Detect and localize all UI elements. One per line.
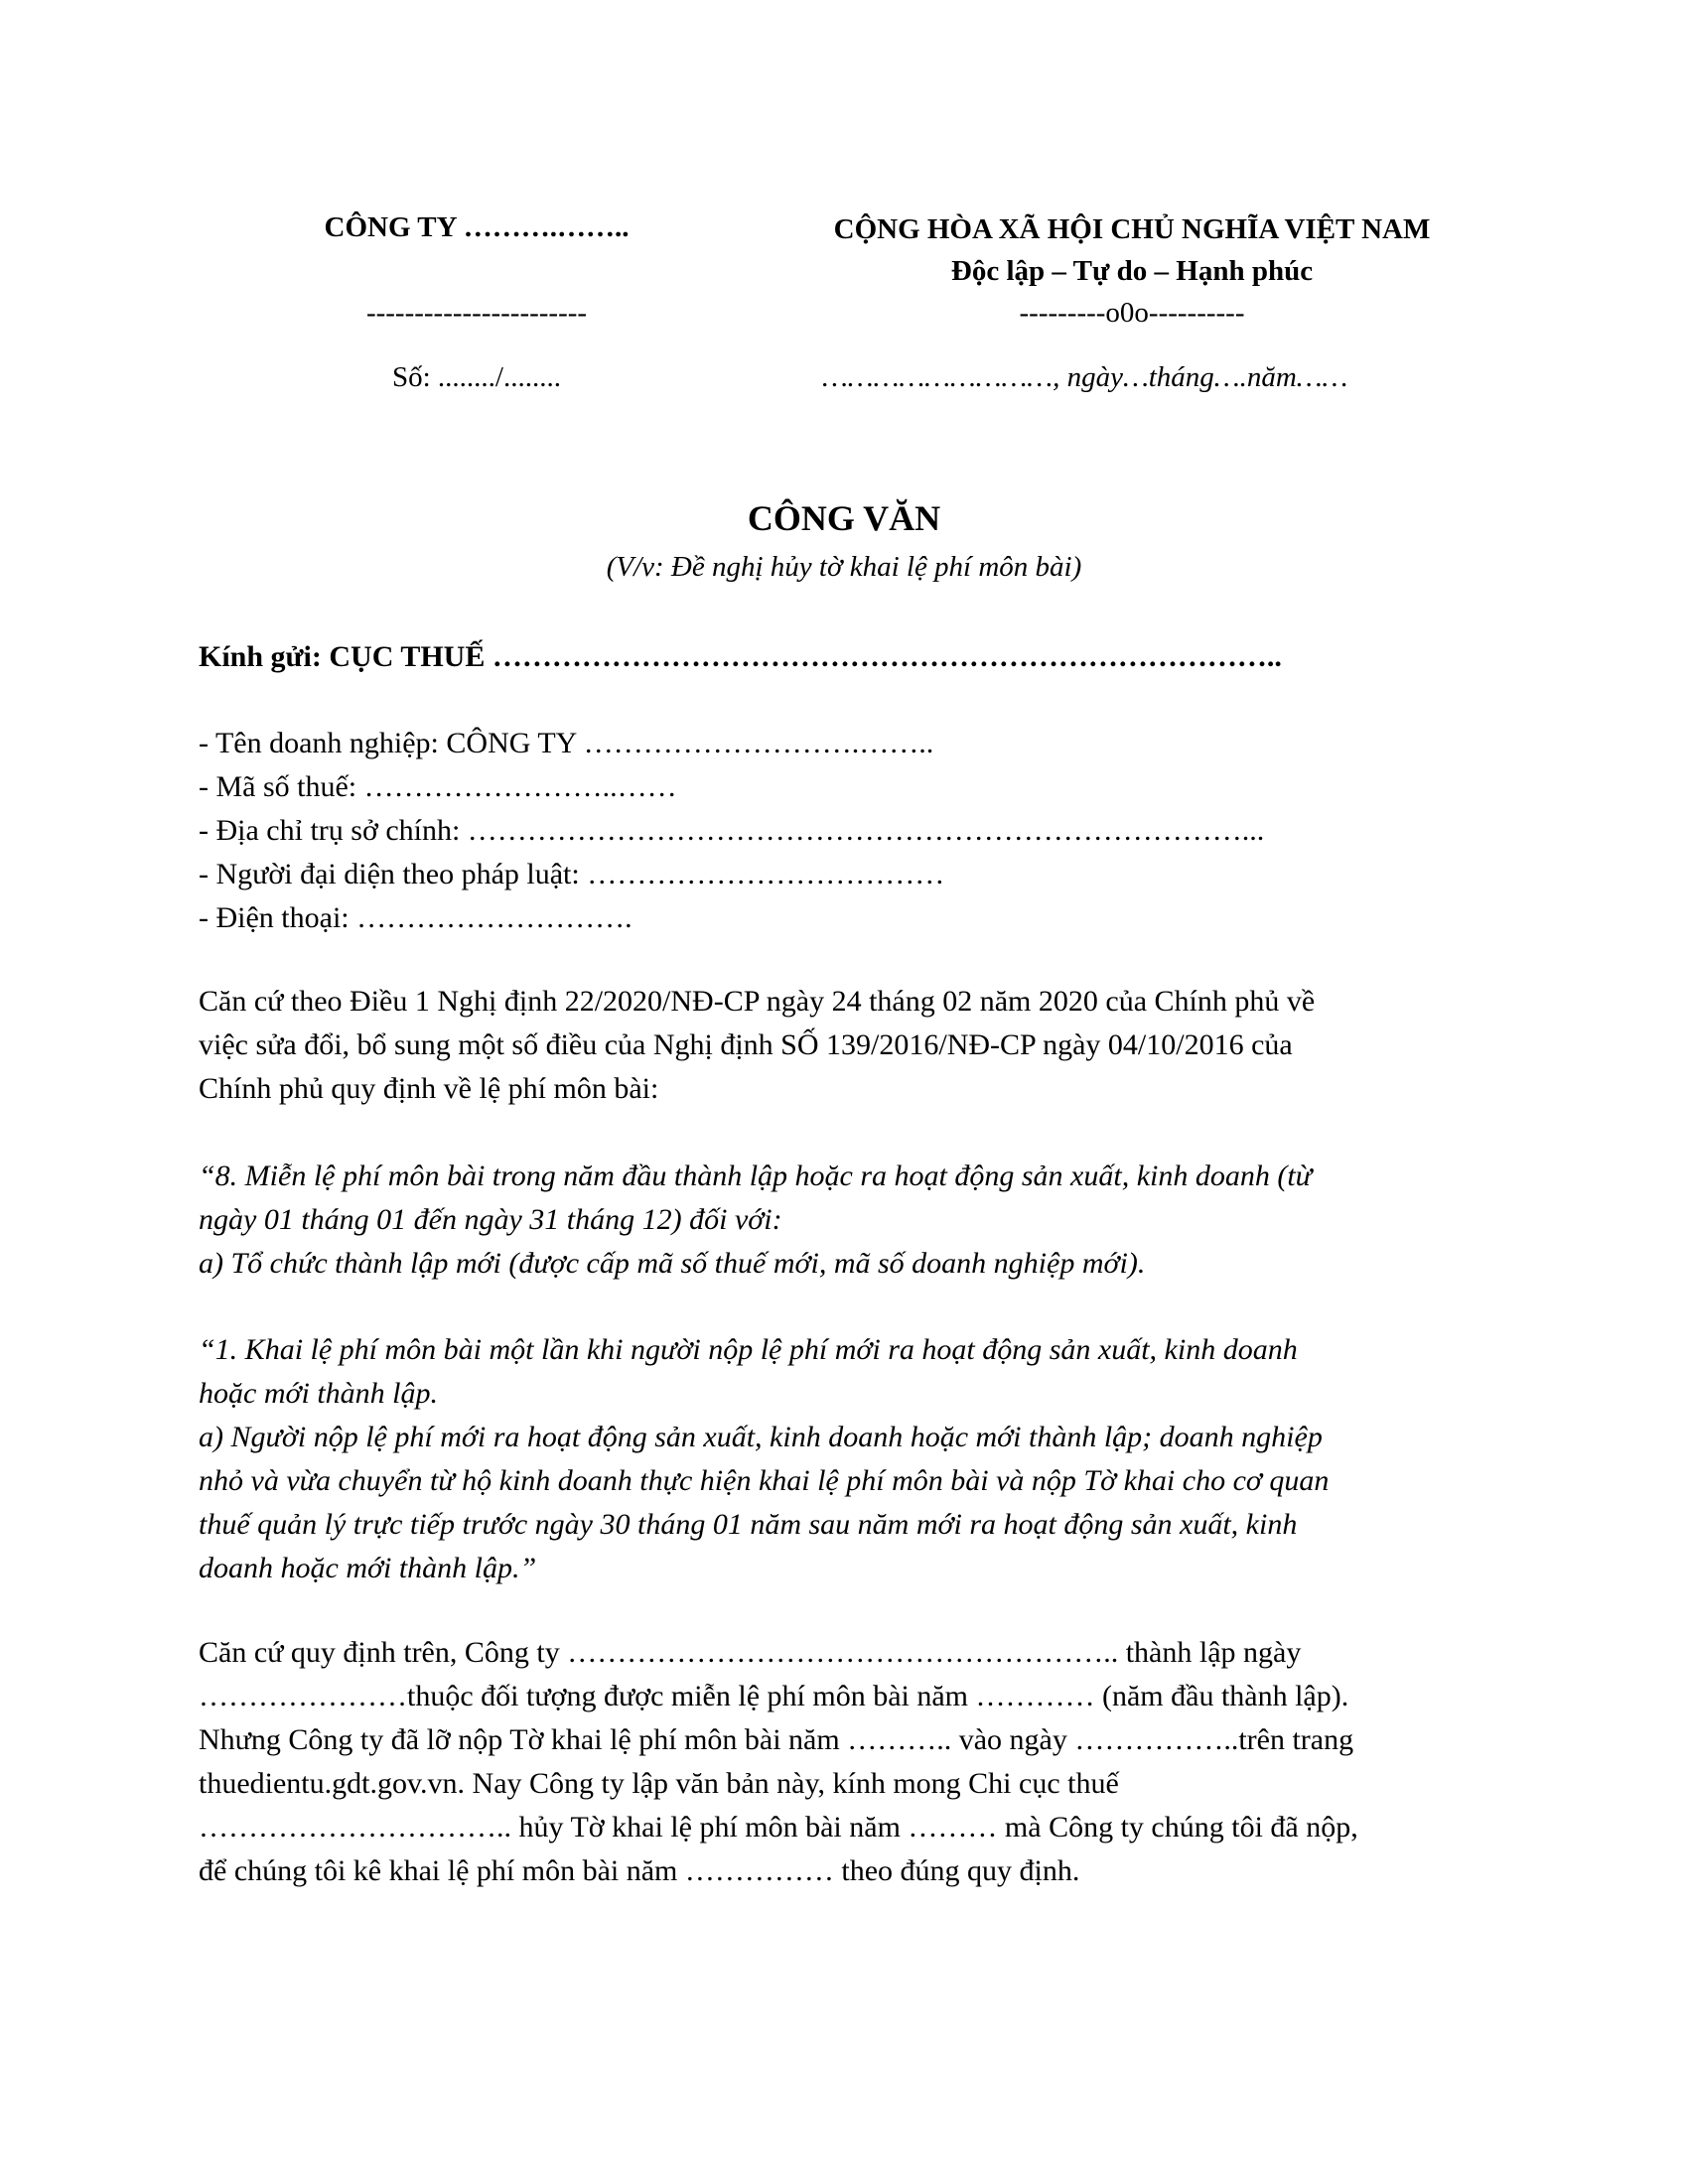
- company-info-name: - Tên doanh nghiệp: CÔNG TY ……………………….……..: [199, 727, 934, 759]
- quote-line: hoặc mới thành lập.: [199, 1377, 438, 1410]
- request-line: để chúng tôi kê khai lệ phí môn bài năm …………… theo đúng quy định.: [199, 1854, 1080, 1887]
- motto-divider: ---------o0o----------: [1019, 297, 1245, 329]
- document-subject: (V/v: Đề nghị hủy tờ khai lệ phí môn bài): [606, 551, 1082, 583]
- basis-line: Căn cứ theo Điều 1 Nghị định 22/2020/NĐ-CP ngày 24 tháng 02 năm 2020 của Chính phủ về: [199, 985, 1316, 1018]
- quote-line: “8. Miễn lệ phí môn bài trong năm đầu thành lập hoặc ra hoạt động sản xuất, kinh doanh (từ: [199, 1160, 1313, 1192]
- request-paragraph: [199, 1631, 1499, 1893]
- basis-line: Chính phủ quy định về lệ phí môn bài:: [199, 1072, 659, 1105]
- company-info-address: - Địa chỉ trụ sở chính: ……………………………………………………………………...: [199, 814, 1265, 847]
- quote-line: a) Tổ chức thành lập mới (được cấp mã số thuế mới, mã số doanh nghiệp mới).: [199, 1247, 1146, 1280]
- document-title: CÔNG VĂN: [747, 498, 941, 538]
- quote-line: ngày 01 tháng 01 đến ngày 31 tháng 12) đối với:: [199, 1203, 782, 1236]
- quote-exemption: [199, 1155, 1499, 1286]
- request-line: thuedientu.gdt.gov.vn. Nay Công ty lập văn bản này, kính mong Chi cục thuế: [199, 1767, 1119, 1800]
- request-line: ………………………….. hủy Tờ khai lệ phí môn bài năm ……… mà Công ty chúng tôi đã nộp,: [199, 1811, 1358, 1843]
- basis-line: việc sửa đổi, bổ sung một số điều của Nghị định SỐ 139/2016/NĐ-CP ngày 04/10/2016 của: [199, 1028, 1293, 1061]
- company-info-phone: - Điện thoại: ……………………….: [199, 901, 633, 934]
- company-divider: -----------------------: [365, 297, 588, 329]
- place-date: ………………………, ngày…tháng….năm……: [822, 361, 1348, 393]
- quote-line: thuế quản lý trực tiếp trước ngày 30 tháng 01 năm sau năm mới ra hoạt động sản xuất, kinh: [199, 1508, 1298, 1541]
- document-number: Số: ......../........: [392, 361, 561, 393]
- recipient-line: [199, 635, 1282, 679]
- company-info: [199, 722, 1499, 940]
- recipient-label: Kính gửi: [199, 640, 312, 673]
- quote-declaration: [199, 1328, 1499, 1590]
- quote-line: “1. Khai lệ phí môn bài một lần khi người nộp lệ phí mới ra hoạt động sản xuất, kinh doanh: [199, 1333, 1298, 1366]
- request-line: Căn cứ quy định trên, Công ty ……………………………………………….. thành lập ngày: [199, 1636, 1302, 1669]
- request-line: Nhưng Công ty đã lỡ nộp Tờ khai lệ phí môn bài năm ……….. vào ngày ……………..trên trang: [199, 1723, 1354, 1756]
- company-info-representative: - Người đại diện theo pháp luật: ………………………………: [199, 858, 945, 890]
- recipient-value: : CỤC THUẾ ……………………………………………………………………..: [311, 640, 1282, 673]
- company-info-tax-code: - Mã số thuế: ……………………..……: [199, 770, 677, 803]
- republic-title: CỘNG HÒA XÃ HỘI CHỦ NGHĨA VIỆT NAM: [833, 213, 1431, 245]
- quote-line: doanh hoặc mới thành lập.”: [199, 1552, 537, 1584]
- national-motto: Độc lập – Tự do – Hạnh phúc: [950, 255, 1314, 287]
- request-line: …………………thuộc đối tượng được miễn lệ phí môn bài năm ………… (năm đầu thành lập).: [199, 1680, 1349, 1712]
- company-name: CÔNG TY ……….……..: [324, 211, 630, 243]
- quote-line: nhỏ và vừa chuyển từ hộ kinh doanh thực hiện khai lệ phí môn bài và nộp Tờ khai cho cơ quan: [199, 1464, 1330, 1497]
- quote-line: a) Người nộp lệ phí mới ra hoạt động sản xuất, kinh doanh hoặc mới thành lập; doanh nghiệp: [199, 1421, 1323, 1453]
- basis-paragraph: [199, 980, 1499, 1111]
